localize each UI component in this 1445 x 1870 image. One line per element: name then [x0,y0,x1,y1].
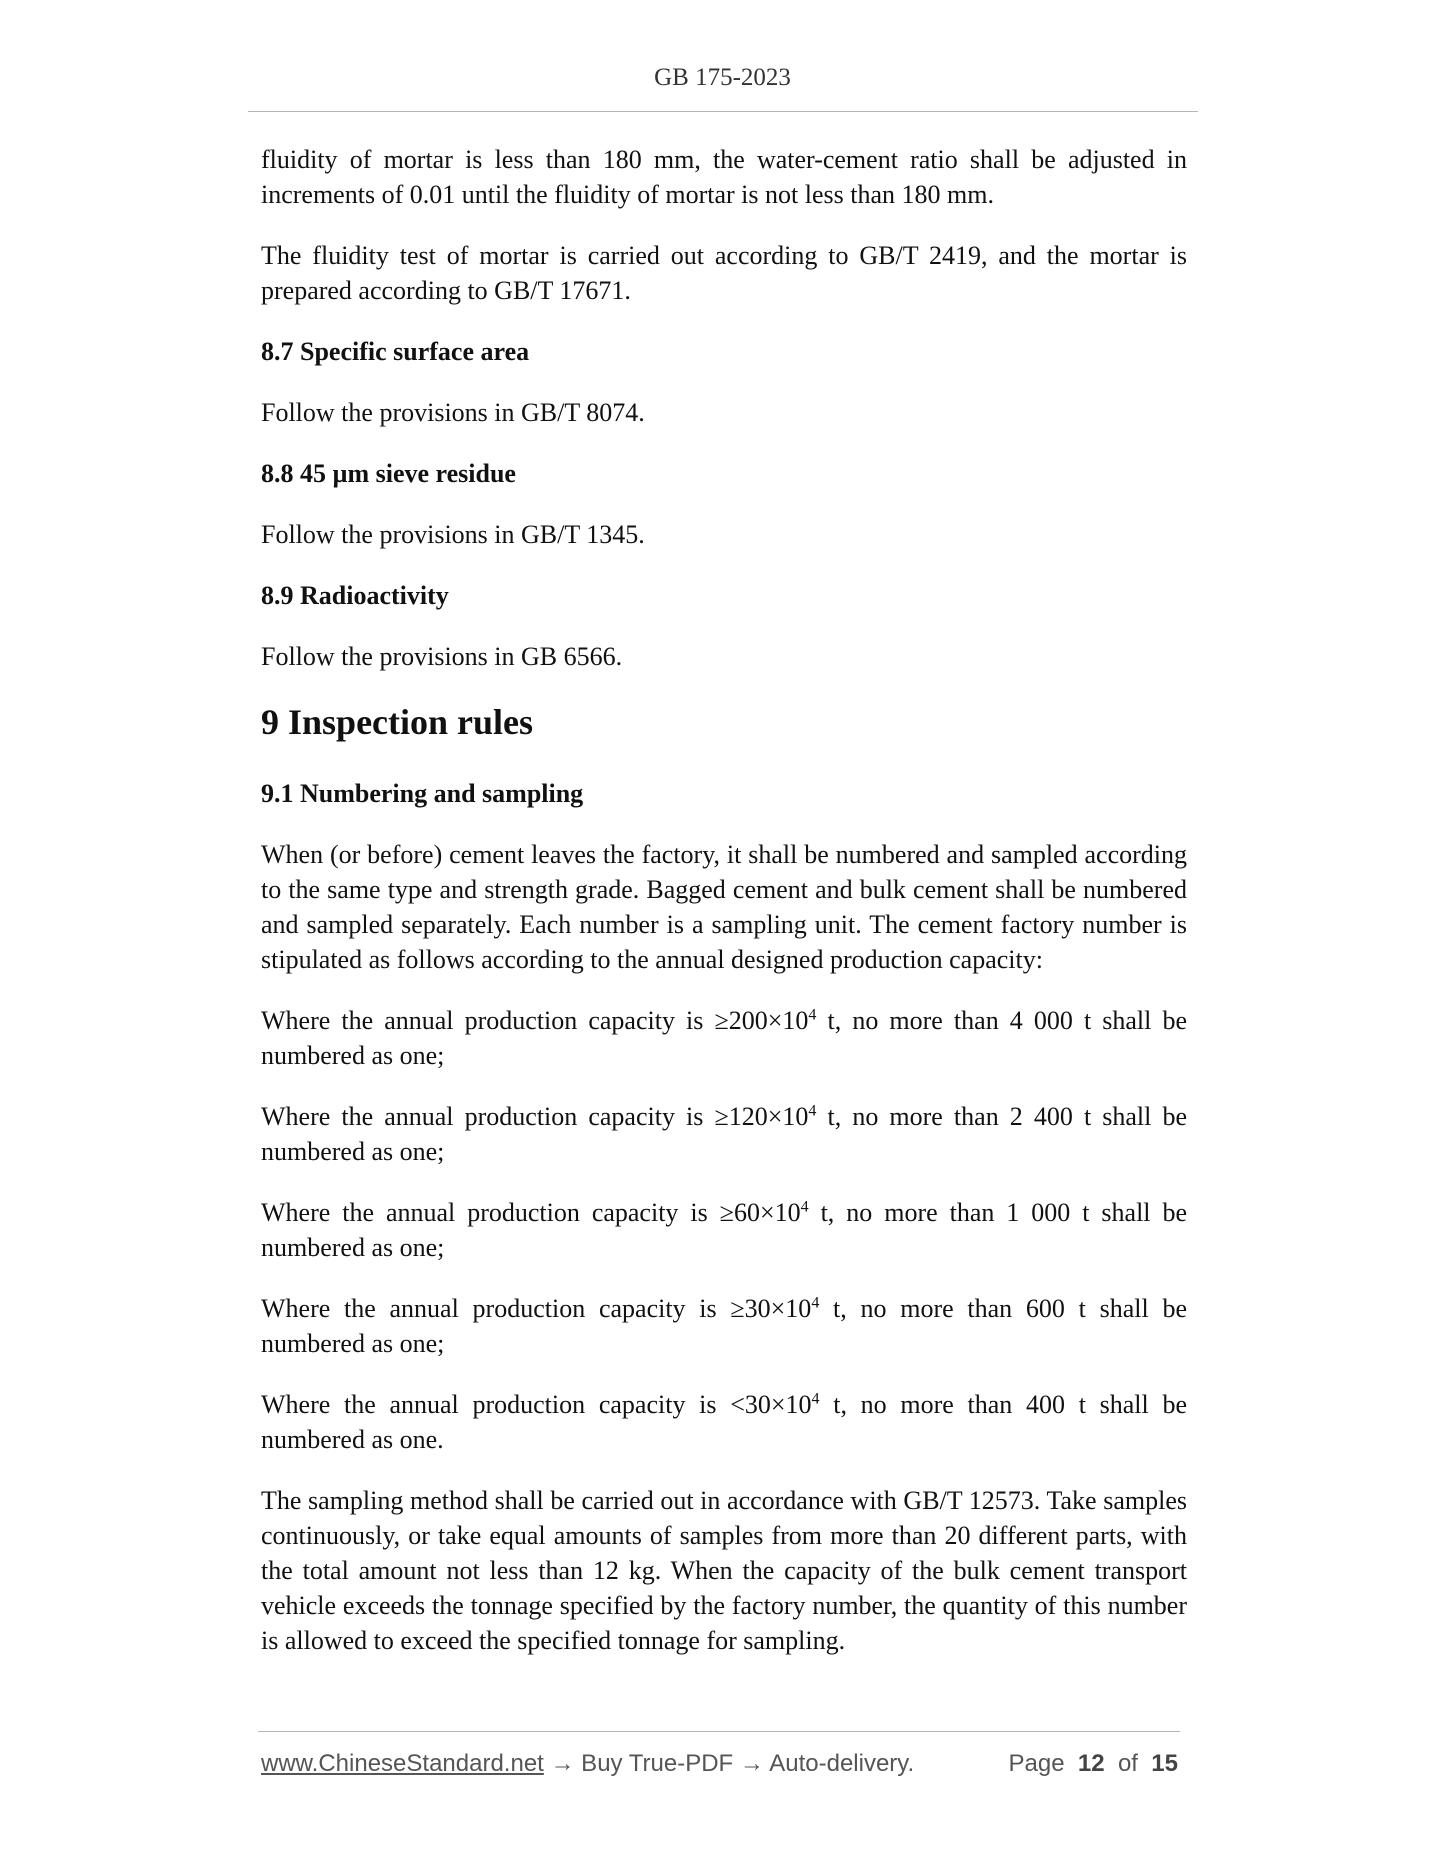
exponent: 4 [808,1102,817,1120]
footer-divider [258,1731,1180,1732]
exponent: 4 [811,1294,820,1312]
section-heading-8-7: 8.7 Specific surface area [261,337,530,366]
chapter-heading-9: 9 Inspection rules [261,702,534,742]
header-divider [248,111,1198,112]
footer-tagline: → Buy True-PDF → Auto-delivery. [543,1750,915,1777]
paragraph: fluidity of mortar is less than 180 mm, the water-cement ratio shall be adjusted in increments of 0.01 until the fluidity of mortar is not less than 180 mm. [261,145,1187,209]
paragraph: The sampling method shall be carried out in accordance with GB/T 12573. Take samples continuously, or take equal amounts of samples from more than 20 different parts, with the total amount not less than 12 kg. When the capacity of the bulk cement transport vehicle exceeds the tonnage specified by the factory number, the quantity of this number is allowed to exceed the specified tonnage for sampling. [261,1486,1187,1655]
capacity-rule: Where the annual production capacity is $\ge 30\times 10^4$ t, no more than 600 t shall be numbered as one; [261,1294,1188,1358]
document-body [261,142,1187,1684]
website-link[interactable]: www.ChineseStandard.net [261,1750,544,1777]
section-heading-8-9: 8.9 Radioactivity [261,581,449,610]
section-heading-8-8: 8.8 45 µm sieve residue [261,459,516,488]
paragraph: When (or before) cement leaves the factory, it shall be numbered and sampled according to the same type and strength grade. Bagged cement and bulk cement shall be numbered and sampled separately. Each number is a sampling unit. The cement factory number is stipulated as follows according to the annual designed production capacity: [261,840,1187,974]
section-heading-9-1: 9.1 Numbering and sampling [261,779,584,808]
page-indicator: Page 12 of 15 [1008,1750,1178,1777]
capacity-rule: Where the annual production capacity is $\ge 120\times 10^4$ t, no more than 2 400 t shall be numbered as one; [261,1102,1188,1166]
page-total: 15 [1151,1750,1178,1777]
paragraph: Follow the provisions in GB/T 1345. [261,520,645,549]
exponent: 4 [808,1006,817,1024]
capacity-rule: Where the annual production capacity is $\ge 60\times 10^4$ t, no more than 1 000 t shall be numbered as one; [261,1198,1188,1262]
page-current: 12 [1077,1750,1105,1777]
paragraph: The fluidity test of mortar is carried out according to GB/T 2419, and the mortar is prepared according to GB/T 17671. [261,241,1187,305]
paragraph: Follow the provisions in GB/T 8074. [261,398,645,427]
capacity-rule: Where the annual production capacity is $<30\times 10^4$ t, no more than 400 t shall be numbered as one. [261,1390,1187,1454]
capacity-rule: Where the annual production capacity is $\ge 200\times 10^4$ t, no more than 4 000 t shall be numbered as one; [261,1006,1188,1070]
exponent: 4 [811,1390,820,1408]
page-header-title: GB 175-2023 [654,64,791,91]
page-footer [261,1750,1181,1786]
exponent: 4 [800,1198,809,1216]
paragraph: Follow the provisions in GB 6566. [261,642,623,671]
